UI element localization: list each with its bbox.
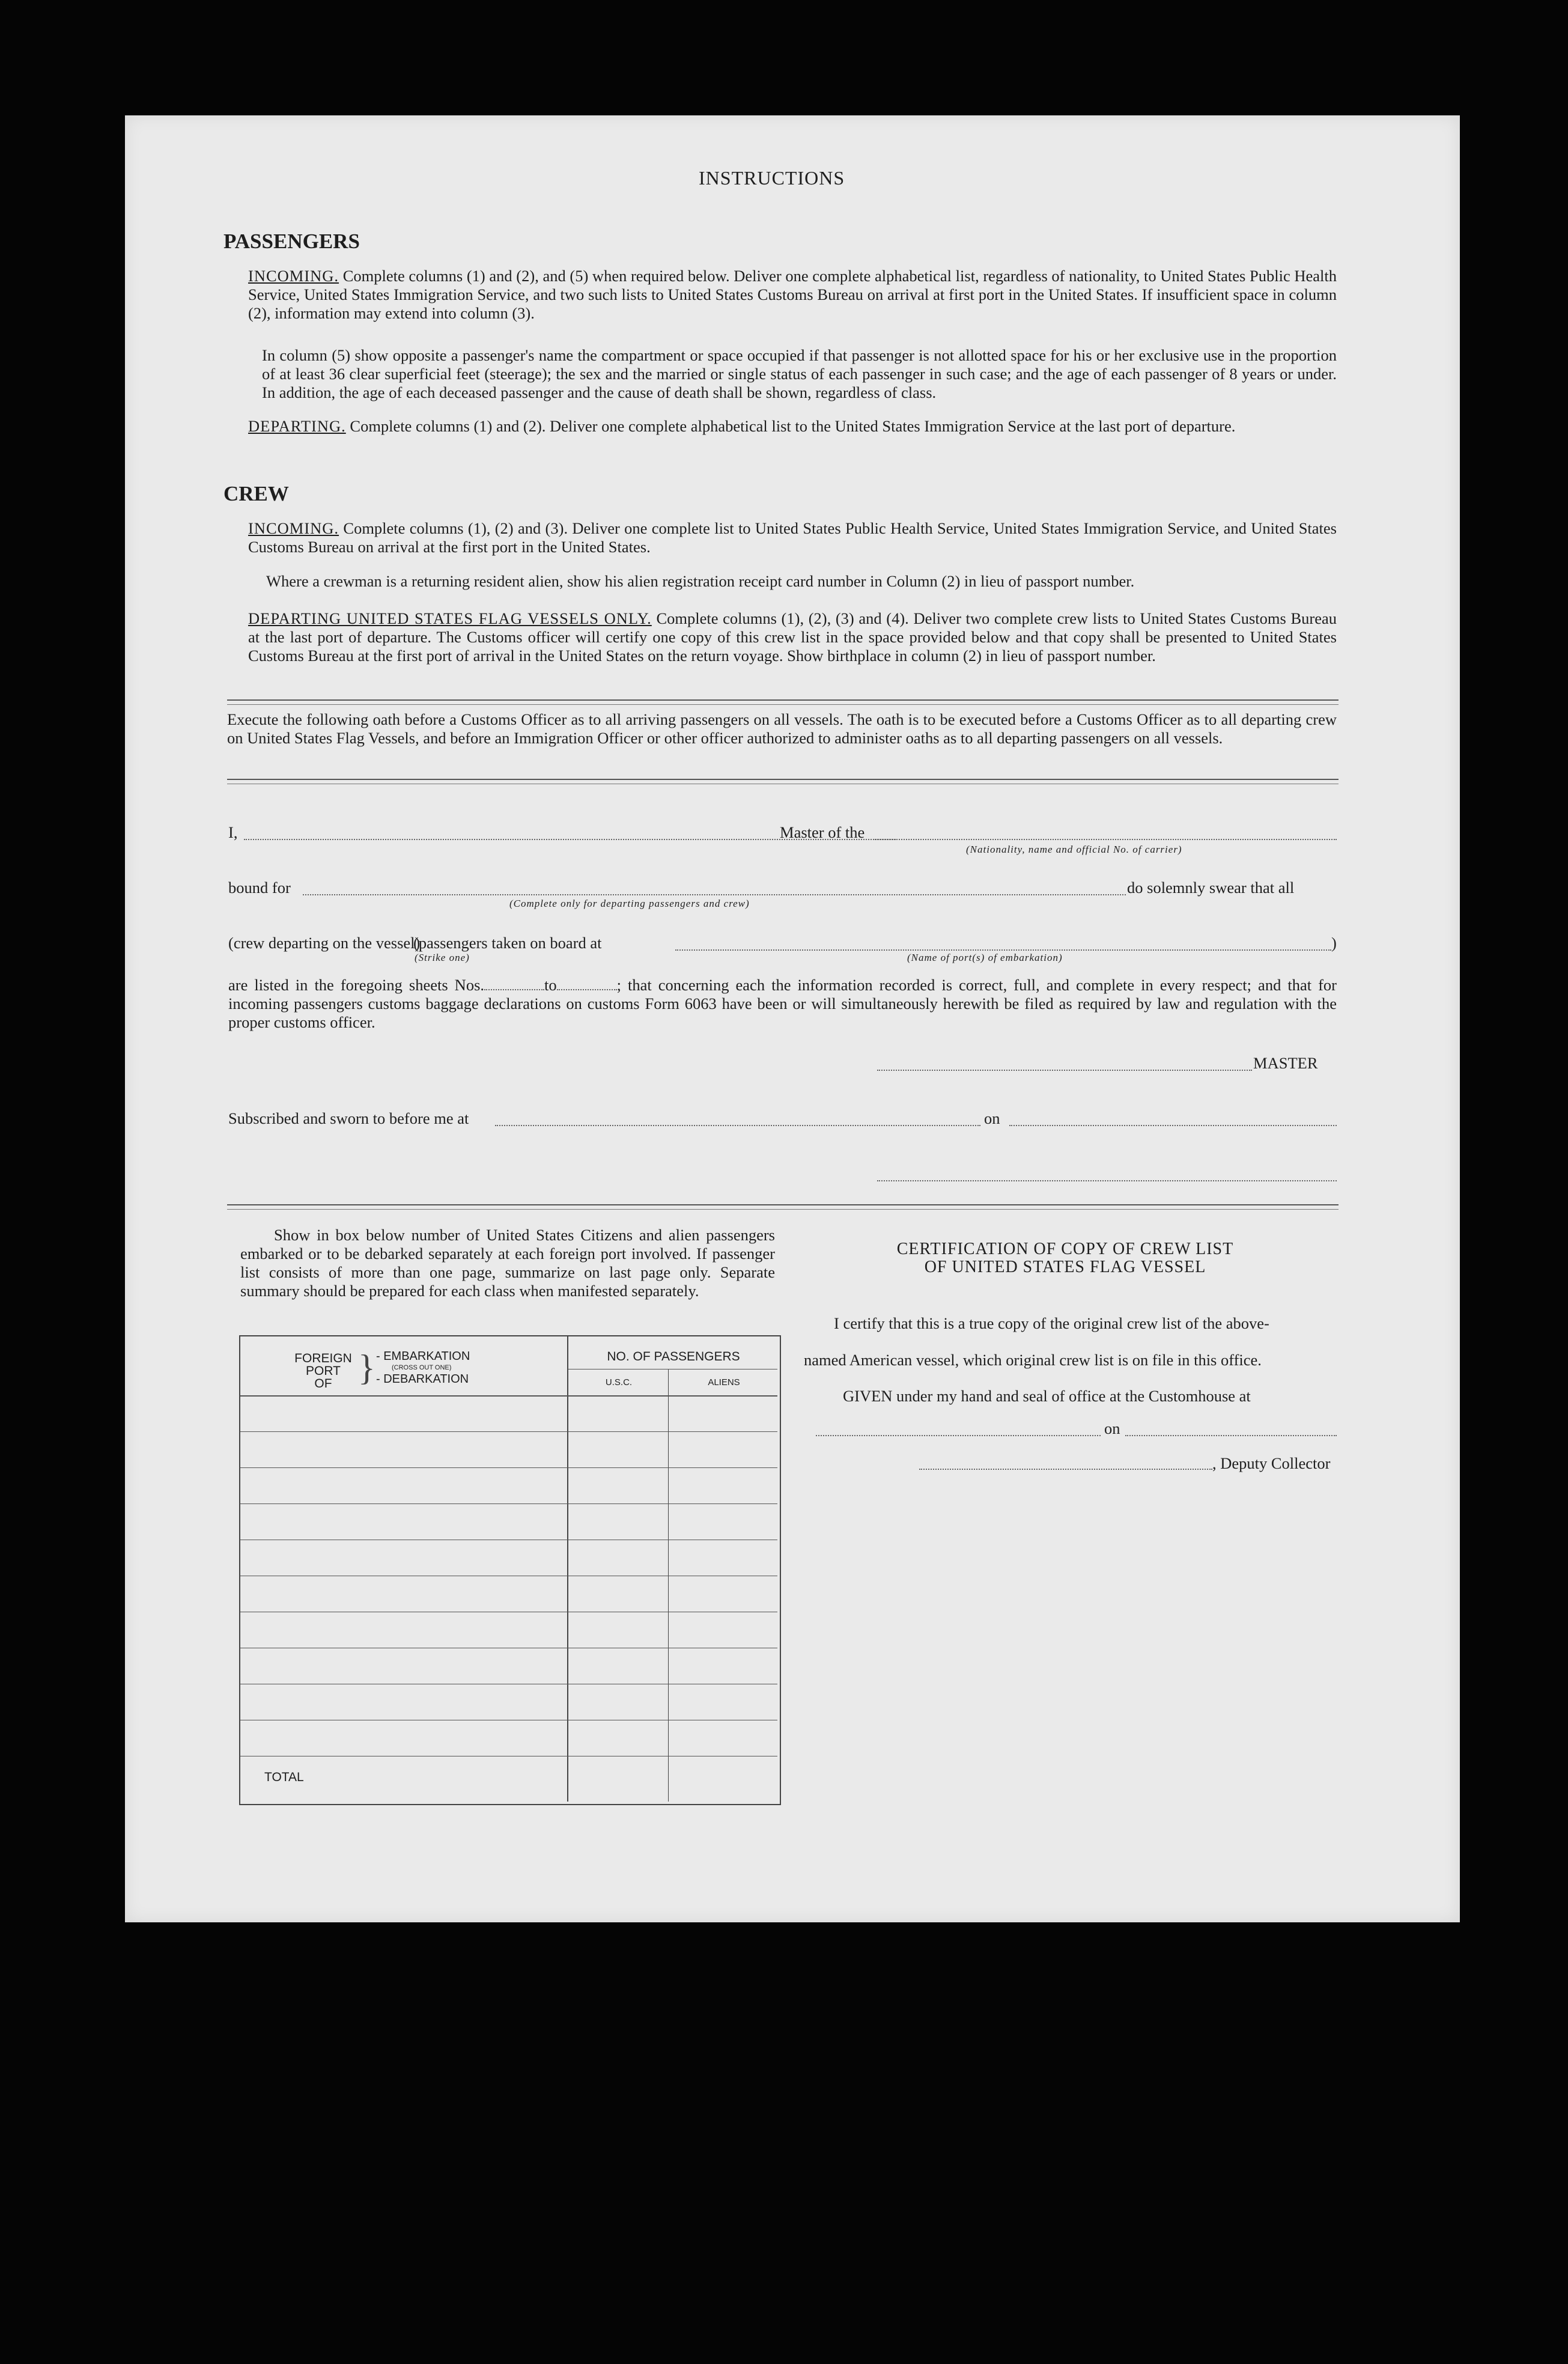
bound-caption: (Complete only for departing passengers and crew) bbox=[509, 898, 750, 909]
table-row[interactable] bbox=[240, 1503, 777, 1504]
passengers-incoming-block bbox=[248, 267, 1337, 323]
crew-departing-option[interactable]: (crew departing on the vessel) bbox=[228, 934, 421, 952]
certification-place-field[interactable] bbox=[816, 1435, 1101, 1436]
summary-instruction-block bbox=[240, 1226, 775, 1300]
passengers-column5-text: In column (5) show opposite a passenger's name the compartment or space occupied if that passenger is not allotted space for his or her exclusive use in the proportion of at least 36 clear superficial feet (steerage); the sex and the married or single status of each passenger in such case; and the age of each passenger of 8 years or under. In addition, the age of each deceased passenger and the cause of death shall be shown, regardless of class. bbox=[262, 346, 1337, 401]
crew-incoming-block bbox=[248, 519, 1337, 556]
carrier-field[interactable] bbox=[873, 839, 1337, 840]
brace-icon: } bbox=[358, 1348, 375, 1388]
strike-one-caption: (Strike one) bbox=[415, 952, 470, 963]
oath-instruction-block bbox=[227, 710, 1337, 748]
officer-signature-field[interactable] bbox=[877, 1180, 1337, 1181]
crew-departing-lead: DEPARTING UNITED STATES FLAG VESSELS ONLY. bbox=[248, 609, 652, 627]
debarkation-option[interactable]: - DEBARKATION bbox=[376, 1372, 469, 1386]
deputy-collector-signature-field[interactable] bbox=[919, 1469, 1212, 1470]
document-page bbox=[125, 115, 1460, 1922]
passengers-incoming-paragraph bbox=[248, 267, 1337, 323]
crew-returning-text: Where a crewman is a returning resident alien, show his alien registration receipt card number in Column (2) in lieu of passport number. bbox=[266, 572, 1135, 590]
subscribed-place-field[interactable] bbox=[495, 1125, 980, 1126]
aliens-header: ALIENS bbox=[708, 1377, 740, 1388]
oath-instruction-text: Execute the following oath before a Customs Officer as to all arriving passengers on all vessels. The oath is to be executed before a Customs Officer as to all departing crew on United States Flag Vessels, and before an Immigration Officer or other officer authorized to administer oaths as to all departing passengers on all vessels. bbox=[227, 710, 1337, 747]
listed-to: to bbox=[544, 976, 557, 994]
crew-heading: CREW bbox=[223, 482, 289, 505]
separator-line bbox=[227, 704, 1339, 705]
foreign-port-of-label bbox=[287, 1352, 359, 1390]
listed-rest: ; that concerning each the information recorded is correct, full, and complete in every respect; and that for incoming passengers customs baggage declarations on customs Form 6063 have been or will simultaneously herewith be filed as required by law and regulation with the proper customs officer. bbox=[228, 976, 1337, 1031]
crew-returning-block bbox=[266, 572, 1337, 591]
summary-instruction-text: Show in box below number of United States Citizens and alien passengers embarked or to be debarked separately at each foreign port involved. If passenger list consists of more than one page, summarize on last page only. Separate summary should be prepared for each class when manifested separately. bbox=[240, 1226, 775, 1300]
sheet-to-field[interactable] bbox=[557, 989, 617, 990]
passengers-departing-paragraph bbox=[248, 417, 1337, 436]
passengers-column5-block bbox=[262, 346, 1337, 402]
embarkation-ports-field[interactable] bbox=[675, 949, 1331, 951]
crew-incoming-lead: INCOMING. bbox=[248, 519, 339, 537]
passengers-departing-text: Complete columns (1) and (2). Deliver one complete alphabetical list to the United States Immigration Service at the last port of departure. bbox=[350, 417, 1236, 435]
passenger-summary-table bbox=[239, 1335, 781, 1805]
table-row[interactable] bbox=[240, 1467, 777, 1468]
certification-heading-line-1: CERTIFICATION OF COPY OF CREW LIST bbox=[896, 1240, 1234, 1258]
separator-line bbox=[227, 1209, 1339, 1210]
certification-heading-line-2: OF UNITED STATES FLAG VESSEL bbox=[924, 1258, 1206, 1276]
passengers-incoming-lead: INCOMING. bbox=[248, 267, 339, 285]
carrier-caption: (Nationality, name and official No. of carrier) bbox=[966, 844, 1182, 855]
subscribed-label: Subscribed and sworn to before me at bbox=[228, 1109, 469, 1127]
deputy-collector-label: , Deputy Collector bbox=[1212, 1454, 1331, 1472]
listed-paragraph bbox=[228, 976, 1337, 1032]
no-of-passengers-header: NO. OF PASSENGERS bbox=[607, 1350, 740, 1363]
cross-out-note: (CROSS OUT ONE) bbox=[392, 1364, 452, 1371]
column-divider bbox=[668, 1369, 669, 1802]
master-of-the-label: Master of the bbox=[780, 823, 865, 841]
of-label: OF bbox=[314, 1377, 332, 1391]
certify-line-1: I certify that this is a true copy of the original crew list of the above- bbox=[834, 1314, 1269, 1332]
master-signature-field[interactable] bbox=[877, 1070, 1252, 1071]
master-label: MASTER bbox=[1253, 1054, 1318, 1072]
crew-incoming-text: Complete columns (1), (2) and (3). Deliver one complete list to United States Public Health Service, United States Immigration Service, and United States Customs Bureau on arrival at the first port in the United States. bbox=[248, 519, 1337, 556]
certify-line-2: named American vessel, which original crew list is on file in this office. bbox=[804, 1351, 1262, 1369]
listed-prefix: are listed in the foregoing sheets Nos. bbox=[228, 976, 485, 994]
passengers-heading: PASSENGERS bbox=[223, 230, 360, 253]
separator-line bbox=[227, 699, 1339, 701]
certification-heading bbox=[804, 1240, 1326, 1276]
port-label: PORT bbox=[306, 1364, 341, 1378]
passengers-incoming-text: Complete columns (1) and (2), and (5) when required below. Deliver one complete alphabetical list, regardless of nationality, to United States Public Health Service, United States Immigration Service, and two such lists to United States Customs Bureau on arrival at first port in the United States. If insufficient space in column (2), information may extend into column (3). bbox=[248, 267, 1337, 322]
usc-header: U.S.C. bbox=[605, 1377, 633, 1388]
listed-paragraph-block bbox=[228, 976, 1337, 1032]
separator-line bbox=[227, 1204, 1339, 1205]
ports-caption: (Name of port(s) of embarkation) bbox=[907, 952, 1063, 963]
foreign-label: FOREIGN bbox=[294, 1351, 352, 1365]
oath-i-label: I, bbox=[228, 823, 238, 841]
subscribed-on-label: on bbox=[984, 1109, 1000, 1127]
crew-departing-block bbox=[248, 609, 1337, 665]
column-divider bbox=[567, 1336, 568, 1802]
header-bottom-line bbox=[240, 1395, 777, 1397]
subscribed-date-field[interactable] bbox=[1009, 1125, 1337, 1126]
given-line: GIVEN under my hand and seal of office at the Customhouse at bbox=[843, 1387, 1251, 1405]
separator-line bbox=[227, 779, 1339, 780]
bound-for-label: bound for bbox=[228, 879, 291, 897]
page-title: INSTRUCTIONS bbox=[699, 167, 845, 189]
bound-for-field[interactable] bbox=[303, 894, 1126, 895]
passengers-taken-option[interactable]: (passengers taken on board at bbox=[413, 934, 602, 952]
swear-label: do solemnly swear that all bbox=[1127, 879, 1295, 897]
close-paren: ) bbox=[1331, 934, 1337, 952]
certification-on-label: on bbox=[1104, 1419, 1120, 1437]
sheet-from-field[interactable] bbox=[484, 989, 544, 990]
total-label: TOTAL bbox=[264, 1770, 304, 1784]
crew-departing-paragraph bbox=[248, 609, 1337, 665]
table-row[interactable] bbox=[240, 1431, 777, 1432]
crew-incoming-paragraph bbox=[248, 519, 1337, 556]
passengers-departing-lead: DEPARTING. bbox=[248, 417, 346, 435]
certification-date-field[interactable] bbox=[1125, 1435, 1337, 1436]
crew-departing-text: Complete columns (1), (2), (3) and (4). Deliver two complete crew lists to United States Customs Bureau at the last port of departure. The Customs officer will certify one copy of this crew list in the space provided below and that copy shall be presented to United States Customs Bureau at the first port of arrival in the United States on the return voyage. Show birthplace in column (2) in lieu of passport number. bbox=[248, 609, 1337, 665]
passengers-departing-block bbox=[248, 417, 1337, 436]
embarkation-option[interactable]: - EMBARKATION bbox=[376, 1350, 470, 1363]
